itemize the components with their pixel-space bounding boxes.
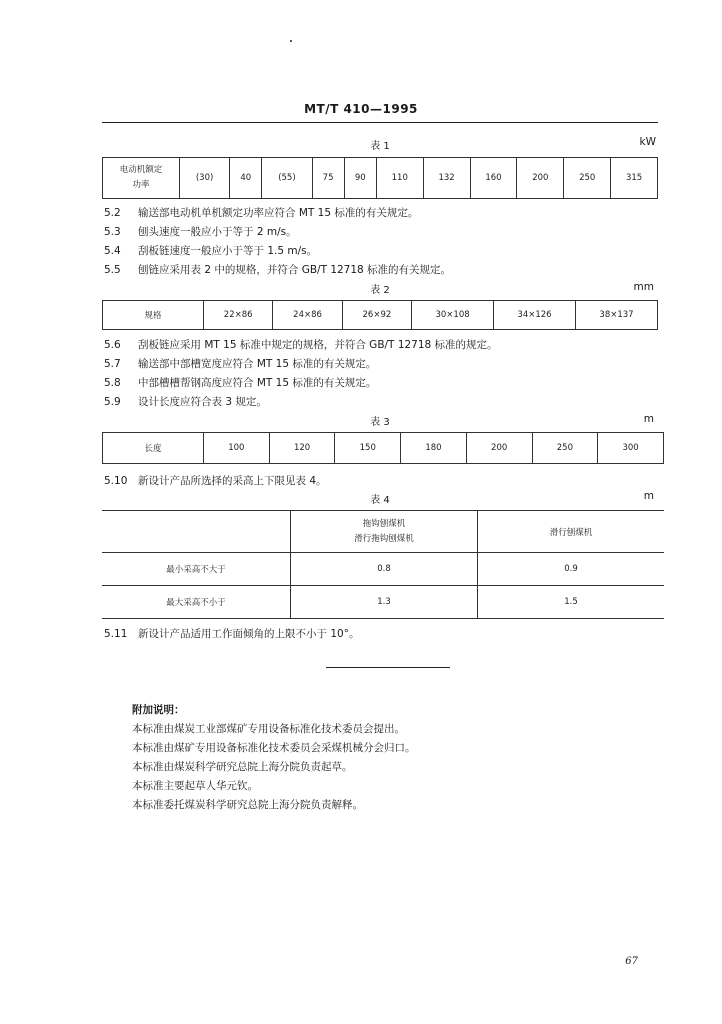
table1-cell: (30) <box>180 158 230 199</box>
table4-column-header: 滑行刨煤机 <box>478 511 665 553</box>
table4-caption: 表 4 <box>370 495 390 506</box>
clause-number: 5.6 <box>104 339 121 351</box>
table3-cell: 200 <box>466 433 532 464</box>
table4-row-label: 最大采高不小于 <box>102 586 291 619</box>
clause-5-6 <box>104 337 498 352</box>
table2-row <box>103 301 658 330</box>
clause-text: 设计长度应符合表 3 规定。 <box>138 396 267 408</box>
clause-5-3 <box>104 224 297 239</box>
table2-caption: 表 2 <box>370 285 390 296</box>
table2-cell: 24×86 <box>273 301 342 330</box>
clause-5-10 <box>104 473 327 488</box>
table1-cell: 315 <box>611 158 658 199</box>
table4-row <box>102 553 664 586</box>
clause-5-11 <box>104 626 359 641</box>
table3-caption: 表 3 <box>370 417 390 428</box>
page-number: 67 <box>625 956 638 967</box>
appendix-line: 本标准由煤炭工业部煤矿专用设备标准化技术委员会提出。 <box>132 723 405 735</box>
clause-text: 新设计产品所选择的采高上下限见表 4。 <box>138 475 327 487</box>
table2-cell: 26×92 <box>342 301 411 330</box>
appendix-line: 本标准由煤矿专用设备标准化技术委员会采煤机械分会归口。 <box>132 742 416 754</box>
clause-5-9 <box>104 394 267 409</box>
table1-row-label <box>103 158 180 199</box>
table2 <box>102 300 658 330</box>
table4-corner-cell <box>102 511 291 553</box>
table3-row <box>103 433 664 464</box>
table1-cell: 160 <box>470 158 517 199</box>
table1-cell: 250 <box>564 158 611 199</box>
table3-cell: 120 <box>269 433 335 464</box>
table3-cell: 250 <box>532 433 598 464</box>
table4-unit: m <box>643 490 654 502</box>
table1-cell: (55) <box>262 158 312 199</box>
table4-row-label: 最小采高不大于 <box>102 553 291 586</box>
table4-cell: 0.9 <box>478 553 665 586</box>
table3-cell: 300 <box>598 433 664 464</box>
clause-number: 5.11 <box>104 628 128 640</box>
clause-text: 输送部中部槽宽度应符合 MT 15 标准的有关规定。 <box>138 358 377 370</box>
clause-number: 5.7 <box>104 358 121 370</box>
table4-column-header <box>291 511 478 553</box>
table3-unit: m <box>643 413 654 425</box>
table1-row-label-line1: 电动机额定 <box>119 165 163 175</box>
table3 <box>102 432 664 464</box>
table1-cell: 75 <box>312 158 344 199</box>
clause-5-8 <box>104 375 376 390</box>
table3-row-label: 长度 <box>103 433 204 464</box>
clause-number: 5.4 <box>104 245 121 257</box>
table4-header-row <box>102 511 664 553</box>
table1-unit: kW <box>639 136 656 148</box>
table1 <box>102 157 658 199</box>
header-rule <box>102 122 658 123</box>
clause-text: 新设计产品适用工作面倾角的上限不小于 10°。 <box>138 628 360 640</box>
table1-cell: 90 <box>344 158 376 199</box>
clause-text: 刮板链速度一般应小于等于 1.5 m/s。 <box>138 245 318 257</box>
table3-cell: 150 <box>335 433 401 464</box>
page-header-standard-number: MT/T 410—1995 <box>304 102 418 116</box>
clause-number: 5.8 <box>104 377 121 389</box>
clause-number: 5.3 <box>104 226 121 238</box>
clause-number: 5.9 <box>104 396 121 408</box>
table2-cell: 30×108 <box>412 301 494 330</box>
table1-row <box>103 158 658 199</box>
table3-cell: 180 <box>401 433 467 464</box>
table1-cell: 110 <box>376 158 423 199</box>
table2-cell: 34×126 <box>494 301 576 330</box>
clause-text: 刨链应采用表 2 中的规格，并符合 GB/T 12718 标准的有关规定。 <box>138 264 452 276</box>
table4-column-header-line2: 滑行拖钩刨煤机 <box>354 533 414 544</box>
appendix-line: 本标准委托煤炭科学研究总院上海分院负责解释。 <box>132 799 363 811</box>
clause-5-2 <box>104 205 418 220</box>
table4-column-header-line1: 拖钩刨煤机 <box>362 518 406 529</box>
table4 <box>102 510 664 619</box>
scan-speck <box>290 40 292 42</box>
table4-row <box>102 586 664 619</box>
clause-5-4 <box>104 243 317 258</box>
table4-cell: 1.3 <box>291 586 478 619</box>
end-rule <box>326 667 450 668</box>
clause-text: 刨头速度一般应小于等于 2 m/s。 <box>138 226 297 238</box>
clause-text: 刮板链应采用 MT 15 标准中规定的规格，并符合 GB/T 12718 标准的规定。 <box>138 339 498 351</box>
table2-cell: 38×137 <box>575 301 657 330</box>
table1-cell: 40 <box>230 158 262 199</box>
clause-number: 5.10 <box>104 475 128 487</box>
clause-text: 中部槽槽帮钢高度应符合 MT 15 标准的有关规定。 <box>138 377 377 389</box>
clause-number: 5.2 <box>104 207 121 219</box>
clause-number: 5.5 <box>104 264 121 276</box>
table1-caption: 表 1 <box>370 141 390 152</box>
clause-text: 输送部电动机单机额定功率应符合 MT 15 标准的有关规定。 <box>138 207 419 219</box>
table2-unit: mm <box>633 281 654 293</box>
clause-5-7 <box>104 356 376 371</box>
table4-cell: 0.8 <box>291 553 478 586</box>
table1-row-label-line2: 功率 <box>132 180 150 190</box>
appendix-title: 附加说明： <box>132 704 185 716</box>
clause-5-5 <box>104 262 451 277</box>
table1-cell: 132 <box>423 158 470 199</box>
table4-cell: 1.5 <box>478 586 665 619</box>
appendix-line: 本标准主要起草人华元钦。 <box>132 780 258 792</box>
table1-cell: 200 <box>517 158 564 199</box>
appendix-line: 本标准由煤炭科学研究总院上海分院负责起草。 <box>132 761 353 773</box>
table2-cell: 22×86 <box>204 301 273 330</box>
table2-row-label: 规格 <box>103 301 204 330</box>
table3-cell: 100 <box>204 433 270 464</box>
